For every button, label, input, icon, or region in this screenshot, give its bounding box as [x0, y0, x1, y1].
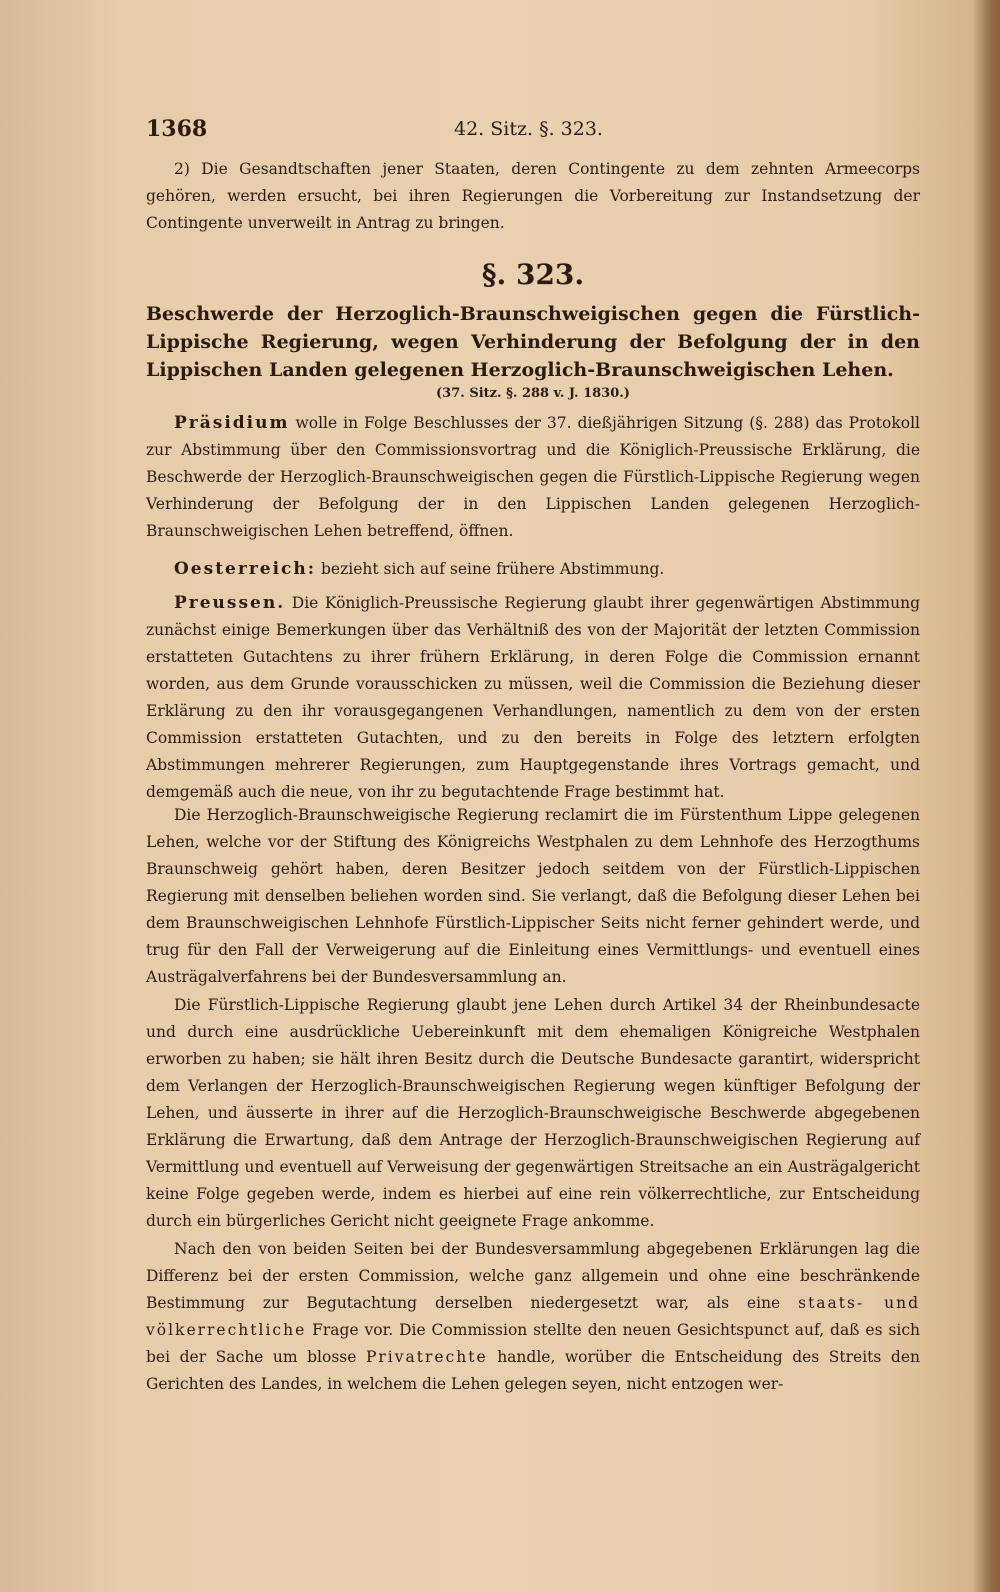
page-header [146, 116, 916, 146]
paragraph: 2) Die Gesandtschaften jener Staaten, deren Contingente zu dem zehnten Armeecorps gehören, werden ersucht, bei ihren Regierungen die Vorbereitung zur Instandsetzung der Contingente unverweilt in Antrag zu bringen. [146, 160, 920, 232]
speaker-name: Oesterreich: [174, 559, 317, 579]
spaced-term: staats- und völkerrechtliche [146, 1294, 920, 1339]
paragraph [146, 1236, 920, 1398]
paragraph-text: handle, worüber die Entscheidung des Streits den Gerichten des Landes, in welchem die Lehen gelegen seyen, nicht entzogen wer- [146, 1348, 920, 1393]
binding-shadow [972, 0, 1000, 1592]
page-number: 1368 [146, 116, 208, 142]
running-head: 42. Sitz. §. 323. [454, 118, 603, 140]
paragraph: Die Herzoglich-Braunschweigische Regierung reclamirt die im Fürstenthum Lippe gelegenen Lehen, welche vor der Stiftung des Königreichs Westphalen zu dem Lehnhofe des Herzogthums Braunschweig gehört haben, deren Besitzer jedoch seitdem von der Fürstlich-Lippischen Regierung mit denselben beliehen worden sind. Sie verlangt, daß die Befolgung dieser Lehen bei dem Braunschweigischen Lehnhofe Fürstlich-Lippischer Seits nicht ferner gehindert werde, und trug für den Fall der Verweigerung auf die Einleitung eines Vermittlungs- und eventuell eines Austrägalverfahrens bei der Bundesversammlung an. [146, 806, 920, 986]
paragraph [146, 556, 920, 583]
paragraph-text: Frage vor. Die Commission stellte den neuen Gesichtspunct auf, daß es sich bei der Sache um blosse [146, 1321, 920, 1366]
section-number: §. 323. [481, 258, 585, 291]
section-title: Beschwerde der Herzoglich-Braunschweigischen gegen die Fürstlich-Lippische Regierung, wegen Verhinderung der Befolgung der in den Lippischen Landen gelegenen Herzoglich-Braunschweigischen Lehen. [146, 303, 920, 381]
paragraph [146, 410, 920, 545]
paragraph-text: Die Königlich-Preussische Regierung glaubt ihrer gegenwärtigen Abstimmung zunächst einige Bemerkungen über das Verhältniß des von der Majorität der letzten Commission erstatteten Gutachtens zu ihrer frühern Erklärung, in deren Folge die Commission ernannt worden, aus dem Grunde vorausschicken zu müssen, weil die Commission die Beziehung dieser Erklärung zu den ihr vorausgegangenen Verhandlungen, namentlich zu dem von der ersten Commission erstatteten Gutachten, und zu den bereits in Folge des letztern erfolgten Abstimmungen mehrerer Regierungen, zum Hauptgegenstande ihres Vortrags gemacht, und demgemäß auch die neue, von ihr zu begutachtende Frage bestimmt hat. [146, 594, 920, 801]
speaker-name: Präsidium [174, 413, 290, 433]
paragraph [146, 590, 920, 806]
paragraph: Die Fürstlich-Lippische Regierung glaubt jene Lehen durch Artikel 34 der Rheinbundesacte und durch eine ausdrückliche Uebereinkunft mit dem ehemaligen Königreiche Westphalen erworben zu haben; sie hält ihren Besitz durch die Deutsche Bundesacte garantirt, widerspricht dem Verlangen der Herzoglich-Braunschweigischen Regierung wegen künftiger Befolgung der Lehen, und äusserte in ihrer auf die Herzoglich-Braunschweigische Beschwerde abgegebenen Erklärung die Erwartung, daß dem Antrage der Herzoglich-Braunschweigischen Regierung auf Vermittlung und eventuell auf Verweisung der gegenwärtigen Streitsache an ein Austrägalgericht keine Folge gegeben werde, indem es hierbei auf eine rein völkerrechtliche, zur Entscheidung durch ein bürgerliches Gericht nicht geeignete Frage ankomme. [146, 996, 920, 1230]
speaker-name: Preussen. [174, 593, 286, 613]
paragraph-text: Nach den von beiden Seiten bei der Bundesversammlung abgegebenen Erklärungen lag die Differenz bei der ersten Commission, welche ganz allgemein und ohne eine beschränkende Bestimmung zur Begutachtung derselben niedergesetzt war, als eine [146, 1240, 920, 1312]
section-reference: (37. Sitz. §. 288 v. J. 1830.) [436, 386, 630, 401]
paragraph-text: wolle in Folge Beschlusses der 37. dießjährigen Sitzung (§. 288) das Protokoll zur Abstimmung über den Commissionsvortrag und die Königlich-Preussische Erklärung, die Beschwerde der Herzoglich-Braunschweigischen gegen die Fürstlich-Lippische Regierung wegen Verhinderung der Befolgung der in den Lippischen Landen gelegenen Herzoglich-Braunschweigischen Lehen betreffend, öffnen. [146, 414, 920, 540]
paragraph-text: bezieht sich auf seine frühere Abstimmung. [320, 560, 665, 578]
spaced-term: Privatrechte [365, 1348, 488, 1366]
